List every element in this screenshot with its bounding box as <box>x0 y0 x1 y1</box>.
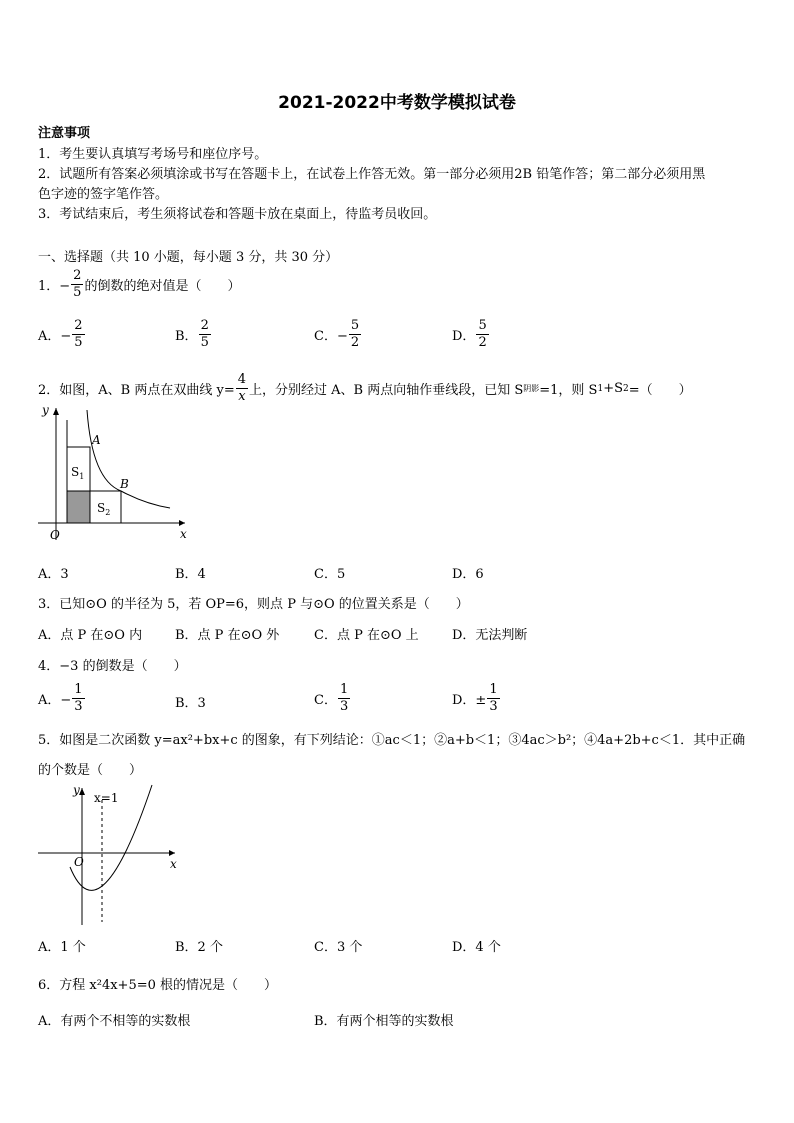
q3-option-d[interactable]: D．无法判断 <box>452 628 528 643</box>
notice-item-2-cont: 色字迹的签字笔作答。 <box>38 187 169 202</box>
q3-option-a[interactable]: A．点 P 在⊙O 内 <box>38 628 143 643</box>
q5-option-a[interactable]: A．1 个 <box>38 940 86 955</box>
page-title: 2021-2022中考数学模拟试卷 <box>278 93 516 113</box>
q2-option-b[interactable]: B．4 <box>175 567 206 582</box>
q1-option-d[interactable]: D． $\frac{5}{2}$ <box>452 318 487 350</box>
q2-option-d[interactable]: D．6 <box>452 567 484 582</box>
q5-option-b[interactable]: B．2 个 <box>175 940 223 955</box>
q5-option-d[interactable]: D．4 个 <box>452 940 501 955</box>
question-6: 6．方程 x²4x+5=0 根的情况是（ ） <box>38 978 278 993</box>
point-a-label: A <box>92 433 101 447</box>
x-axis-label: x <box>170 857 177 871</box>
q1-option-a[interactable]: A．− $\frac{2}{5}$ <box>38 318 83 350</box>
q6-option-a[interactable]: A．有两个不相等的实数根 <box>38 1014 191 1029</box>
q2-option-c[interactable]: C．5 <box>314 567 346 582</box>
notice-item-2: 2．试题所有答案必须填涂或书写在答题卡上，在试卷上作答无效。第一部分必须用2B 铅笔作答；第二部分必须用黑 <box>38 167 706 182</box>
symmetry-axis-label: x=1 <box>94 791 119 805</box>
q4-option-a[interactable]: A．− $\frac{1}{3}$ <box>38 682 83 714</box>
q2-option-a[interactable]: A．3 <box>38 567 69 582</box>
fraction: $\frac{2}{5}$ <box>73 268 82 300</box>
point-b-label: B <box>120 477 129 491</box>
q4-option-c[interactable]: C． $\frac{1}{3}$ <box>314 682 349 714</box>
origin-label: O <box>74 855 84 869</box>
question-5-cont: 的个数是（ ） <box>38 763 143 778</box>
q4-option-b[interactable]: B．3 <box>175 696 206 711</box>
x-axis-label: x <box>180 527 187 541</box>
q3-option-c[interactable]: C．点 P 在⊙O 上 <box>314 628 419 643</box>
hyperbola-figure <box>30 400 195 550</box>
y-axis-label: y <box>42 403 49 417</box>
notice-item-3: 3．考试结束后，考生须将试卷和答题卡放在桌面上，待监考员收回。 <box>38 207 437 222</box>
question-4: 4．−3 的倒数是（ ） <box>38 659 187 674</box>
origin-label: O <box>50 528 60 542</box>
section-heading: 一、选择题（共 10 小题，每小题 3 分，共 30 分） <box>38 250 339 265</box>
q1-option-b[interactable]: B． $\frac{2}{5}$ <box>175 318 209 350</box>
notice-item-1: 1．考生要认真填写考场号和座位序号。 <box>38 147 268 162</box>
question-5: 5．如图是二次函数 y=ax²+bx+c 的图象，有下列结论：①ac＜1；②a+b＜1；③4ac＞b²；④4a+2b+c＜1．其中正确 <box>38 733 746 748</box>
parabola-figure <box>30 780 190 930</box>
question-2: 2．如图，A、B 两点在双曲线 y= $\frac{4}{x}$ 上，分别经过 A、B 两点向轴作垂线段，已知 S 阴影 =1，则 S 1 +S 2 =（ ） <box>38 372 692 404</box>
q6-option-b[interactable]: B．有两个相等的实数根 <box>314 1014 454 1029</box>
question-3: 3．已知⊙O 的半径为 5，若 OP=6，则点 P 与⊙O 的位置关系是（ ） <box>38 597 469 612</box>
q5-option-c[interactable]: C．3 个 <box>314 940 363 955</box>
s2-label: $S_2$ <box>97 501 111 517</box>
y-axis-label: y <box>73 783 80 797</box>
q3-option-b[interactable]: B．点 P 在⊙O 外 <box>175 628 280 643</box>
q1-option-c[interactable]: C．− $\frac{5}{2}$ <box>314 318 360 350</box>
notice-heading: 注意事项 <box>38 126 91 141</box>
question-1: 1．− $\frac{2}{5}$ 的倒数的绝对值是（ ） <box>38 268 241 300</box>
s1-label: $S_1$ <box>71 465 85 481</box>
q4-option-d[interactable]: D．± $\frac{1}{3}$ <box>452 682 498 714</box>
